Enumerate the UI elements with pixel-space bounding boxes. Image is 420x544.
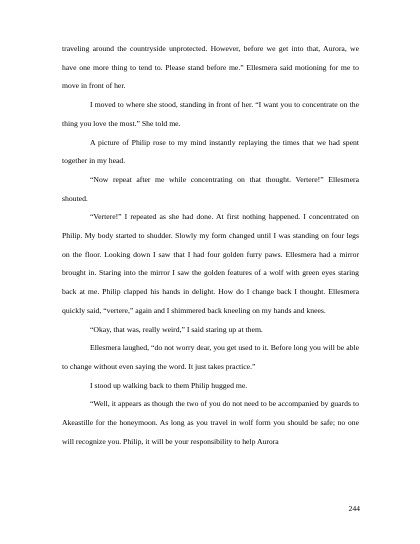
paragraph: “Well, it appears as though the two of you do not need to be accompanied by guards to Akeastille for the honeymoon. As long as you travel in wolf form you should be safe; no one will recognize you. Philip, it will be your responsibility to help Aurora <box>62 399 359 446</box>
paragraph: I moved to where she stood, standing in front of her. “I want you to concentrate on the thing you love the most.” She told me. <box>62 100 359 128</box>
page-number: 244 <box>348 504 360 513</box>
paragraph: traveling around the countryside unprotected. However, before we get into that, Aurora, we have one more thing to tend to. Please stand before me.” Ellesmera said motioning for me to move in front of her. <box>62 44 359 91</box>
paragraph: Ellesmera laughed, “do not worry dear, you get used to it. Before long you will be able to change without even saying the word. It just takes practice.” <box>62 343 359 371</box>
body-text <box>62 40 359 451</box>
paragraph: A picture of Philip rose to my mind instantly replaying the times that we had spent together in my head. <box>62 137 359 166</box>
paragraph: “Okay, that was, really weird,” I said staring up at them. <box>90 324 263 334</box>
paragraph: I stood up walking back to them Philip hugged me. <box>90 380 248 390</box>
paragraph: “Now repeat after me while concentrating on that thought. Vertere!” Ellesmera shouted. <box>62 174 359 203</box>
paragraph: “Vertere!” I repeated as she had done. At first nothing happened. I concentrated on Philip. My body started to shudder. Slowly my form changed until I was standing on four legs on the floor. Looking down I saw that I had four golden furry paws. Ellesmera had a mirror brought in. Staring into the mirror I saw the golden features of a wolf with green eyes staring back at me. Philip clapped his hands in delight. How do I change back I thought. Ellesmera quickly said, “vertere,” again and I shimmered back kneeling on my hands and knees. <box>62 212 359 315</box>
